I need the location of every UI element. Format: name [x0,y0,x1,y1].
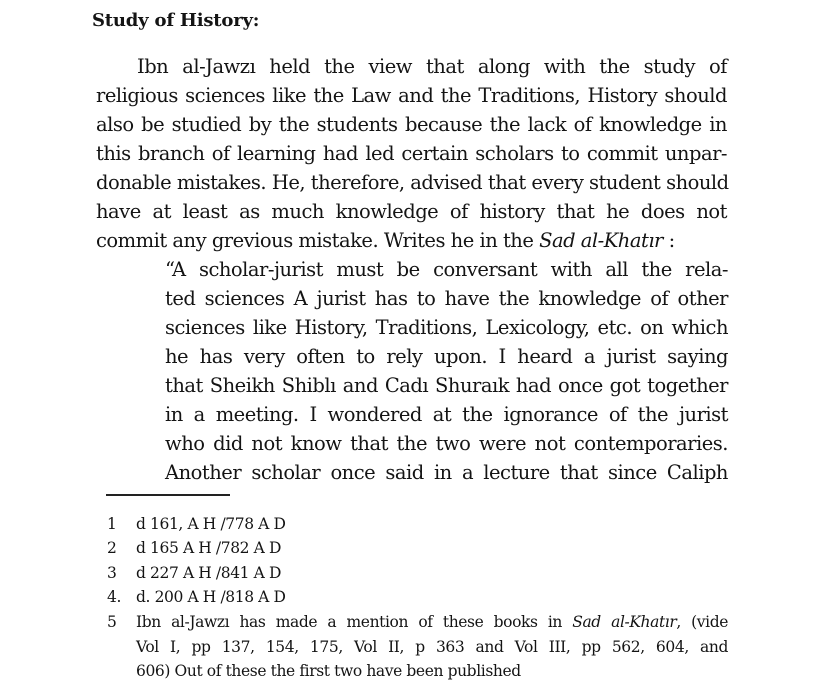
quote-line: Another scholar once said in a lecture that since Caliph [165,461,728,484]
quote-line: in a meeting. I wondered at the ignorance of the jurist [165,403,728,426]
footnote-text: d. 200 A H /818 A D [136,588,286,606]
footnote-number: 1 [107,515,117,533]
paragraph-line [96,229,675,253]
book-title: Sad al-Khatır [539,229,663,252]
footnote-number: 3 [107,564,117,582]
paragraph-line: religious sciences like the Law and the Traditions, History should [96,84,727,107]
footnote-continuation: 606) Out of these the first two have been published [136,662,521,680]
paragraph-line-text: : [662,229,675,252]
quote-line: ted sciences A jurist has to have the knowledge of other [165,287,728,310]
paragraph-line: Ibn al-Jawzı held the view that along with the study of [137,55,727,78]
quote-line: he has very often to rely upon. I heard a jurist saying [165,345,728,368]
footnote-text-part: Ibn al-Jawzı has made a mention of these books in [136,613,573,631]
quote-line: that Sheikh Shiblı and Cadı Shuraık had once got together [165,374,728,397]
paragraph-line: donable mistakes. He, therefore, advised that every student should [96,171,729,194]
quote-line: “A scholar-jurist must be conversant with all the rela- [165,258,728,281]
footnote-number: 5 [107,613,117,631]
paragraph-line-text: commit any grevious mistake. Writes he in the [96,229,540,252]
quote-line: sciences like History, Traditions, Lexicology, etc. on which [165,316,728,339]
footnote-text: d 227 A H /841 A D [136,564,282,582]
footnote-continuation: Vol I, pp 137, 154, 175, Vol II, p 363 and Vol III, pp 562, 604, and [136,638,728,656]
paragraph-line: have at least as much knowledge of history that he does not [96,200,727,223]
quote-line: who did not know that the two were not contemporaries. [165,432,728,455]
paragraph-line: this branch of learning had led certain scholars to commit unpar- [96,142,727,165]
footnote-text-part: , (vide [676,613,728,631]
section-heading: Study of History: [92,10,260,31]
footnote-text [136,612,728,632]
book-title: Sad al-Khatır [572,613,677,631]
footnote-number: 4. [107,588,121,606]
footnote-text: d 161, A H /778 A D [136,515,286,533]
footnote-divider [106,494,230,496]
footnote-number: 2 [107,539,117,557]
footnote-text: d 165 A H /782 A D [136,539,282,557]
paragraph-line: also be studied by the students because the lack of knowledge in [96,113,727,136]
